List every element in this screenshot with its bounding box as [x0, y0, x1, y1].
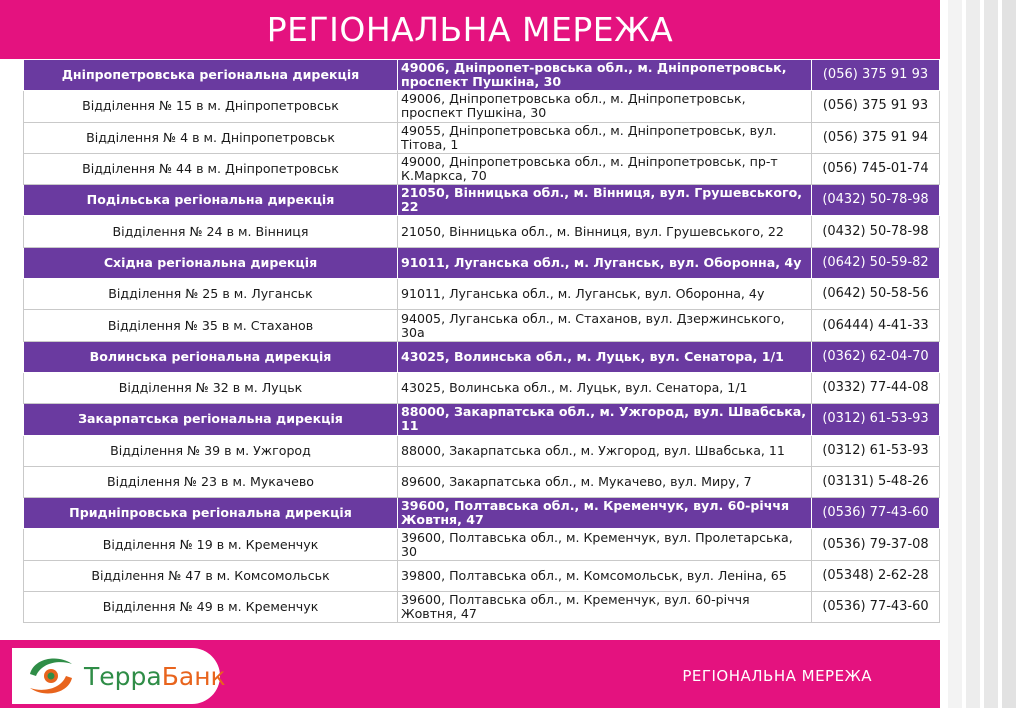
branch-row [24, 372, 940, 403]
phone-cell: (0312) 61-53-93 [812, 404, 940, 435]
phone-cell: (056) 375 91 94 [812, 122, 940, 153]
office-name-cell: Відділення № 15 в м. Дніпропетровськ [24, 91, 398, 122]
phone-cell: (0332) 77-44-08 [812, 372, 940, 403]
address-cell: 39600, Полтавська обл., м. Кременчук, вул. 60-річчя Жовтня, 47 [398, 592, 812, 623]
branch-row [24, 435, 940, 466]
branch-row [24, 122, 940, 153]
address-cell: 49055, Дніпропетровська обл., м. Дніпропетровськ, вул. Тітова, 1 [398, 122, 812, 153]
phone-cell: (0432) 50-78-98 [812, 216, 940, 247]
phone-cell: (0312) 61-53-93 [812, 435, 940, 466]
logo-text [84, 662, 226, 691]
branch-row [24, 153, 940, 184]
address-cell: 91011, Луганська обл., м. Луганськ, вул. Оборонна, 4у [398, 247, 812, 278]
address-cell: 49006, Дніпропетровська обл., м. Дніпропетровськ, проспект Пушкіна, 30 [398, 91, 812, 122]
branch-row [24, 216, 940, 247]
branch-network-table [23, 59, 939, 623]
branch-row [24, 279, 940, 310]
logo-swirl-icon [24, 652, 78, 700]
footer-bar [0, 640, 940, 708]
phone-cell: (0536) 77-43-60 [812, 592, 940, 623]
phone-cell: (0642) 50-59-82 [812, 247, 940, 278]
directorate-row [24, 404, 940, 435]
phone-cell: (06444) 4-41-33 [812, 310, 940, 341]
address-cell: 39600, Полтавська обл., м. Кременчук, вул. 60-річчя Жовтня, 47 [398, 498, 812, 529]
branch-row [24, 560, 940, 591]
address-cell: 91011, Луганська обл., м. Луганськ, вул. Оборонна, 4у [398, 279, 812, 310]
office-name-cell: Східна регіональна дирекція [24, 247, 398, 278]
office-name-cell: Подільська регіональна дирекція [24, 185, 398, 216]
office-name-cell: Відділення № 19 в м. Кременчук [24, 529, 398, 560]
phone-cell: (0642) 50-58-56 [812, 279, 940, 310]
phone-cell: (0362) 62-04-70 [812, 341, 940, 372]
office-name-cell: Відділення № 39 в м. Ужгород [24, 435, 398, 466]
directorate-row [24, 247, 940, 278]
branch-row [24, 529, 940, 560]
logo-text-bank: Банк [161, 662, 226, 691]
directorate-row [24, 498, 940, 529]
office-name-cell: Придніпровська регіональна дирекція [24, 498, 398, 529]
address-cell: 43025, Волинська обл., м. Луцьк, вул. Сенатора, 1/1 [398, 372, 812, 403]
office-name-cell: Закарпатська регіональна дирекція [24, 404, 398, 435]
phone-cell: (0432) 50-78-98 [812, 185, 940, 216]
address-cell: 49006, Дніпропет-ровська обл., м. Дніпропетровськ, проспект Пушкіна, 30 [398, 60, 812, 91]
phone-cell: (03131) 5-48-26 [812, 466, 940, 497]
address-cell: 94005, Луганська обл., м. Стаханов, вул. Дзержинського, 30а [398, 310, 812, 341]
phone-cell: (05348) 2-62-28 [812, 560, 940, 591]
phone-cell: (056) 745-01-74 [812, 153, 940, 184]
directorate-row [24, 185, 940, 216]
address-cell: 43025, Волинська обл., м. Луцьк, вул. Сенатора, 1/1 [398, 341, 812, 372]
directorate-row [24, 341, 940, 372]
decorative-stripes [940, 0, 1023, 708]
directorate-row [24, 60, 940, 91]
office-name-cell: Відділення № 23 в м. Мукачево [24, 466, 398, 497]
office-name-cell: Волинська регіональна дирекція [24, 341, 398, 372]
address-cell: 21050, Вінницька обл., м. Вінниця, вул. Грушевського, 22 [398, 216, 812, 247]
logo-text-terra: Терра [84, 662, 162, 691]
address-cell: 49000, Дніпропетровська обл., м. Дніпропетровськ, пр-т К.Маркса, 70 [398, 153, 812, 184]
address-cell: 88000, Закарпатська обл., м. Ужгород, вул. Швабська, 11 [398, 435, 812, 466]
office-name-cell: Відділення № 47 в м. Комсомольськ [24, 560, 398, 591]
office-name-cell: Відділення № 24 в м. Вінниця [24, 216, 398, 247]
branch-row [24, 310, 940, 341]
office-name-cell: Дніпропетровська регіональна дирекція [24, 60, 398, 91]
branch-row [24, 91, 940, 122]
address-cell: 88000, Закарпатська обл., м. Ужгород, вул. Швабська, 11 [398, 404, 812, 435]
address-cell: 21050, Вінницька обл., м. Вінниця, вул. Грушевського, 22 [398, 185, 812, 216]
phone-cell: (0536) 79-37-08 [812, 529, 940, 560]
address-cell: 89600, Закарпатська обл., м. Мукачево, вул. Миру, 7 [398, 466, 812, 497]
bank-logo [12, 648, 226, 704]
phone-cell: (056) 375 91 93 [812, 60, 940, 91]
page-title: РЕГІОНАЛЬНА МЕРЕЖА [266, 10, 674, 49]
address-cell: 39600, Полтавська обл., м. Кременчук, вул. Пролетарська, 30 [398, 529, 812, 560]
office-name-cell: Відділення № 44 в м. Дніпропетровськ [24, 153, 398, 184]
office-name-cell: Відділення № 4 в м. Дніпропетровськ [24, 122, 398, 153]
header-bar [0, 0, 940, 59]
branch-row [24, 592, 940, 623]
table-body [24, 60, 940, 623]
footer-title: РЕГІОНАЛЬНА МЕРЕЖА [682, 667, 872, 685]
phone-cell: (056) 375 91 93 [812, 91, 940, 122]
office-name-cell: Відділення № 49 в м. Кременчук [24, 592, 398, 623]
office-name-cell: Відділення № 35 в м. Стаханов [24, 310, 398, 341]
office-name-cell: Відділення № 25 в м. Луганськ [24, 279, 398, 310]
office-name-cell: Відділення № 32 в м. Луцьк [24, 372, 398, 403]
branch-row [24, 466, 940, 497]
address-cell: 39800, Полтавська обл., м. Комсомольськ, вул. Леніна, 65 [398, 560, 812, 591]
phone-cell: (0536) 77-43-60 [812, 498, 940, 529]
